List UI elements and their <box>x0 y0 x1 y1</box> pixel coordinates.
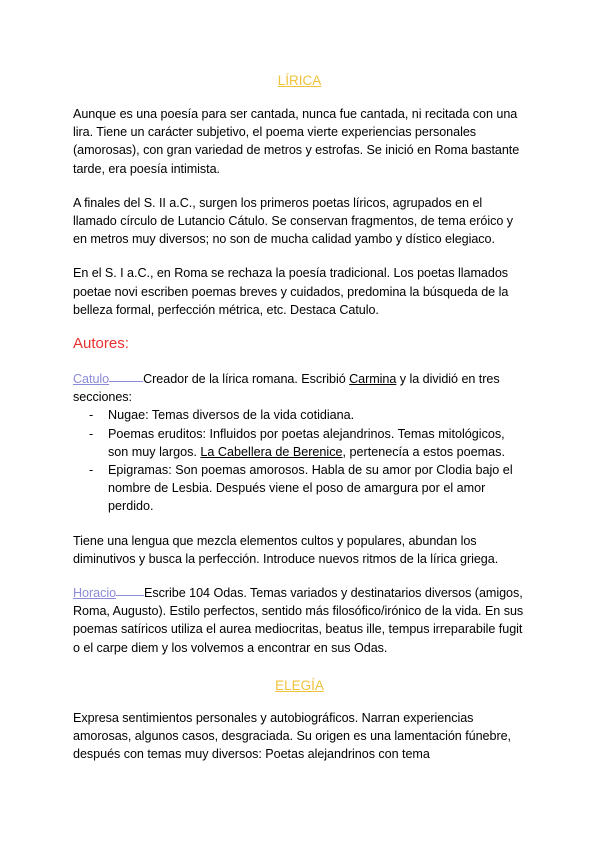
catulo-text-before: Creador de la lírica romana. Escribió <box>143 372 350 387</box>
heading-autores: Autores: <box>73 335 129 353</box>
paragraph-catulo <box>73 370 526 406</box>
author-link-horacio[interactable]: Horacio <box>73 586 117 601</box>
paragraph-horacio <box>73 584 526 657</box>
list-item-text-after: , pertenecía a estos poemas. <box>342 444 505 459</box>
paragraph-intro: Aunque es una poesía para ser cantada, nunca fue cantada, ni recitada con una lira. Tiene un carácter subjetivo, el poema vierte experiencias personales (amorosas), con gran variedad de metros y estrofas. Se inició en Roma bastante tarde, era poesía intimista. <box>73 107 520 176</box>
list-item-text: Poemas eruditos: Influidos por poetas alejandrinos. Temas mitológicos, son muy largos. <box>108 426 505 459</box>
catulo-sections-list <box>73 406 526 515</box>
list-item-text: Nugae: Temas diversos de la vida cotidiana. <box>108 408 355 423</box>
heading-lirica: LÍRICA <box>277 73 322 88</box>
heading-elegia: ELEGÍA <box>275 677 324 693</box>
horacio-text: Escribe 104 Odas. Temas variados y destinatarios diversos (amigos, Roma, Augusto). Estilo perfectos, sentido más filosófico/irónico de la vida. En sus poemas satíricos utiliza el aurea mediocritas, beatus ille, tempus irreparabile fugit o el carpe diem y los volvemos a encontrar en sus Odas. <box>73 586 524 655</box>
paragraph-finales: A finales del S. II a.C., surgen los primeros poetas líricos, agrupados en el llamado círculo de Lutancio Cátulo. Se conservan fragmentos, de tema eróico y en metros muy diversos; no son de mucha calidad yambo y dístico elegiaco. <box>73 195 513 247</box>
list-dash: - <box>89 408 94 423</box>
list-item <box>89 406 526 424</box>
author-link-underline <box>116 595 144 596</box>
list-item <box>89 461 526 516</box>
paragraph-catulo-lengua: Tiene una lengua que mezcla elementos cultos y populares, abundan los diminutivos y busca la perfección. Introduce nuevos ritmos de la lírica griega. <box>73 533 499 566</box>
list-dash: - <box>89 426 94 441</box>
paragraph-elegia: Expresa sentimientos personales y autobiográficos. Narran experiencias amorosas, algunos casos, desgraciada. Su origen es una lamentación fúnebre, después con temas muy diversos: Poetas alejandrinos con tema <box>73 710 512 762</box>
list-item <box>89 425 526 461</box>
list-dash: - <box>89 463 94 478</box>
paragraph-siglo1: En el S. I a.C., en Roma se rechaza la poesía tradicional. Los poetas llamados poetae novi escriben poemas breves y cuidados, predomina la búsqueda de la belleza formal, perfección métrica, etc. Destaca Catulo. <box>73 266 509 317</box>
catulo-text-after: y la dividió en tres secciones: <box>73 372 500 405</box>
work-carmina: Carmina <box>349 372 397 387</box>
list-item-text: Epigramas: Son poemas amorosos. Habla de su amor por Clodia bajo el nombre de Lesbia. Después viene el poso de amargura por el amor perdido. <box>108 463 513 514</box>
work-cabellera-berenice: La Cabellera de Berenice <box>200 444 343 459</box>
author-link-catulo[interactable]: Catulo <box>73 372 110 387</box>
author-link-underline <box>109 381 143 382</box>
